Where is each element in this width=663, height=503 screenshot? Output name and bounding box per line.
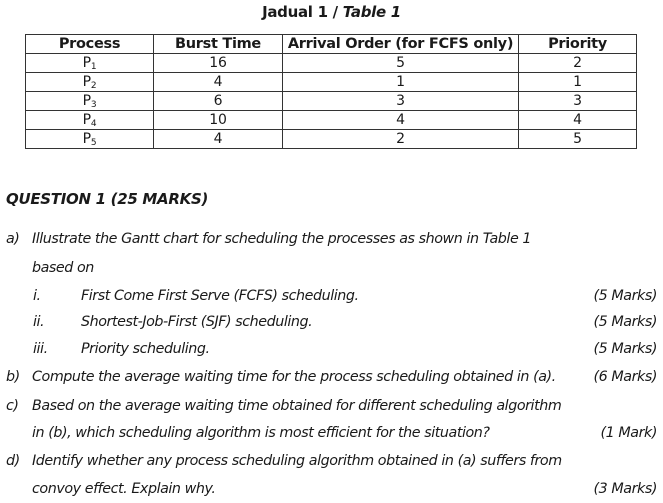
question-title: QUESTION 1 (25 MARKS) [6, 190, 209, 208]
part-a-iii-text: Priority scheduling. [81, 341, 210, 357]
cell-process: $P_5$ [26, 130, 154, 149]
part-a-ii-text: Shortest-Job-First (SJF) scheduling. [81, 314, 313, 330]
part-c-text-line2: in (b), which scheduling algorithm is most efficient for the situation? [32, 425, 490, 441]
cell-arrival: 3 [283, 92, 519, 111]
part-a-ii-marks: (5 Marks) [593, 314, 657, 330]
part-a-i-marks: (5 Marks) [593, 288, 657, 304]
cell-priority: 4 [519, 111, 637, 130]
table-row [26, 54, 637, 73]
header-process: Process [26, 35, 154, 54]
part-a-ii-num: ii. [33, 314, 45, 330]
part-a-text-line2: based on [32, 260, 94, 276]
part-a-iii-marks: (5 Marks) [593, 341, 657, 357]
part-c-label: c) [6, 398, 19, 414]
header-burst-time: Burst Time [154, 35, 283, 54]
table-row [26, 111, 637, 130]
cell-arrival: 5 [283, 54, 519, 73]
cell-burst: 6 [154, 92, 283, 111]
part-b-marks: (6 Marks) [593, 369, 657, 385]
part-a-label: a) [6, 231, 20, 247]
part-c-text-line1: Based on the average waiting time obtained for different scheduling algorithm [32, 398, 562, 414]
part-b-text: Compute the average waiting time for the process scheduling obtained in (a). [32, 369, 556, 385]
cell-arrival: 2 [283, 130, 519, 149]
cell-process: $P_1$ [26, 54, 154, 73]
table-row [26, 92, 637, 111]
cell-burst: 10 [154, 111, 283, 130]
part-a-iii-num: iii. [33, 341, 48, 357]
part-d-label: d) [6, 453, 20, 469]
header-priority: Priority [519, 35, 637, 54]
cell-process: $P_3$ [26, 92, 154, 111]
part-b-label: b) [6, 369, 20, 385]
cell-arrival: 1 [283, 73, 519, 92]
part-a-text-line1: Illustrate the Gantt chart for scheduling the processes as shown in Table 1 [32, 231, 532, 247]
cell-burst: 4 [154, 73, 283, 92]
caption-italic: Table 1 [342, 3, 401, 21]
caption-prefix: Jadual 1 / [262, 3, 343, 21]
part-d-text-line1: Identify whether any process scheduling algorithm obtained in (a) suffers from [32, 453, 562, 469]
cell-priority: 1 [519, 73, 637, 92]
table-caption [0, 3, 663, 21]
cell-priority: 5 [519, 130, 637, 149]
cell-burst: 16 [154, 54, 283, 73]
cell-arrival: 4 [283, 111, 519, 130]
table-row [26, 73, 637, 92]
part-c-marks: (1 Mark) [600, 425, 657, 441]
cell-process: $P_2$ [26, 73, 154, 92]
table-row [26, 130, 637, 149]
part-a-i-num: i. [33, 288, 41, 304]
cell-priority: 3 [519, 92, 637, 111]
process-table [25, 34, 637, 149]
part-a-i-text: First Come First Serve (FCFS) scheduling. [81, 288, 359, 304]
part-d-text-line2: convoy effect. Explain why. [32, 481, 216, 497]
cell-burst: 4 [154, 130, 283, 149]
cell-priority: 2 [519, 54, 637, 73]
header-arrival-order: Arrival Order (for FCFS only) [283, 35, 519, 54]
cell-process: $P_4$ [26, 111, 154, 130]
part-d-marks: (3 Marks) [593, 481, 657, 497]
table-header-row [26, 35, 637, 54]
